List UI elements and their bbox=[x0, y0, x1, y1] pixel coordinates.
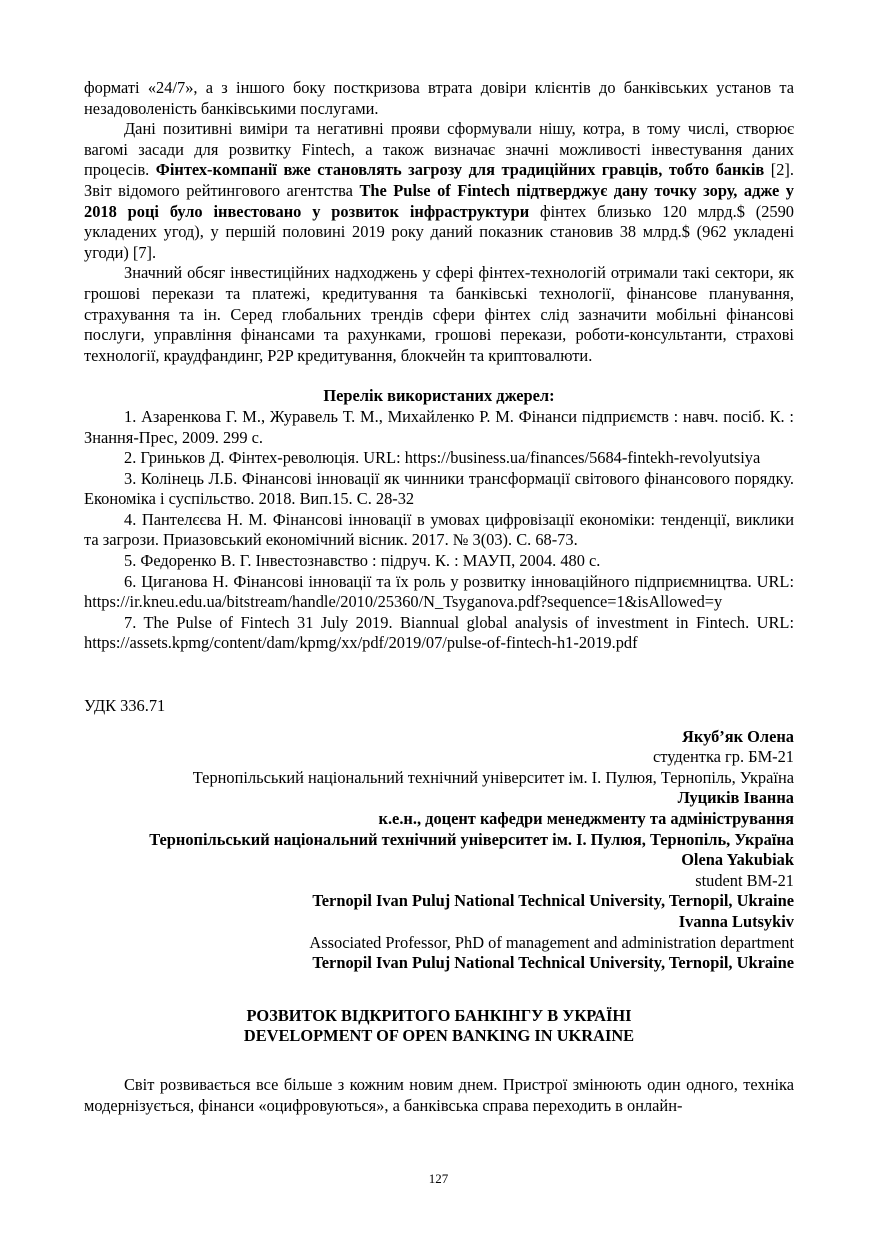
author-name-en-1: Olena Yakubiak bbox=[681, 850, 794, 870]
article-title bbox=[84, 1006, 794, 1047]
intro-paragraph-3: Значний обсяг інвестиційних надходжень у сфері фінтех-технологій отримали такі сектори, як грошові перекази та платежі, кредитування та банківські технології, фінансове планування, страхування та ін. Серед глобальних трендів сфери фінтех слід зазначити мобільні фінансові послуги, управління фінансами та рахунками, грошові перекази, роботи-консультанти, страхові технології, краудфандинг, P2P кредитування, блокчейн та криптовалюти. bbox=[84, 263, 794, 365]
reference-item: 2. Гриньков Д. Фінтех-революція. URL: https://business.ua/finances/5684-fintekh-revolyutsiya bbox=[124, 448, 761, 468]
article-title-uk: РОЗВИТОК ВІДКРИТОГО БАНКІНГУ В УКРАЇНІ bbox=[246, 1005, 632, 1025]
article-title-en: DEVELOPMENT OF OPEN BANKING IN UKRAINE bbox=[243, 1026, 635, 1046]
intro-paragraph-2 bbox=[84, 119, 794, 263]
author-position-en-2: Associated Professor, PhD of management and administration department bbox=[309, 932, 794, 952]
udk-code: УДК 336.71 bbox=[84, 696, 166, 716]
page-number: 127 bbox=[428, 1171, 449, 1186]
author-affiliation-en-2: Ternopil Ivan Puluj National Technical University, Ternopil, Ukraine bbox=[312, 953, 794, 973]
references-list bbox=[84, 407, 794, 654]
reference-item: 7. The Pulse of Fintech 31 July 2019. Biannual global analysis of investment in Fintech. URL: https://assets.kpmg/content/dam/kpmg/xx/pdf/2019/07/pulse-of-fintech-h1-2019.pdf bbox=[84, 612, 794, 653]
reference-item: 4. Пантелєєва Н. М. Фінансові інновації в умовах цифровізації економіки: тенденції, виклики та загрози. Приазовський економічний вісник. 2017. № 3(03). С. 68-73. bbox=[84, 509, 794, 550]
reference-item: 6. Циганова Н. Фінансові інновації та їх роль у розвитку інноваційного підприємництва. URL: https://ir.kneu.edu.ua/bitstream/handle/2010/25360/N_Tsyganova.pdf?sequence=1&isAllowed=y bbox=[84, 571, 794, 612]
intro-paragraph-2-bold-b: The Pulse of Fintech підтверджує дану точку зору, адже у 2018 році було інвестовано у розвиток інфраструктури bbox=[84, 180, 795, 221]
document-page bbox=[84, 78, 794, 1116]
intro-paragraph-2-text-e: фінтех близько 120 млрд.$ (2590 укладених угод), у першій половині 2019 року даний показник становив 38 млрд.$ (962 укладені угоди) [7]. bbox=[84, 201, 795, 262]
author-position-uk-1: студентка гр. БМ-21 bbox=[653, 747, 794, 767]
author-affiliation-uk-2: Тернопільський національний технічний університет ім. І. Пулюя, Тернопіль, Україна bbox=[149, 829, 794, 849]
intro-paragraph-1: форматі «24/7», а з іншого боку посткризова втрата довіри клієнтів до банківських установ та незадоволеність банківськими послугами. bbox=[84, 78, 794, 118]
reference-item: 1. Азаренкова Г. М., Журавель Т. М., Михайленко Р. М. Фінанси підприємств : навч. посіб. К. : Знання-Прес, 2009. 299 с. bbox=[84, 406, 794, 447]
author-name-uk-1: Якуб’як Олена bbox=[682, 726, 794, 746]
reference-item: 3. Колінець Л.Б. Фінансові інновації як чинники трансформації світового фінансового порядку. Економіка і суспільство. 2018. Вип.15. С. 28-32 bbox=[84, 468, 794, 509]
author-name-uk-2: Луциків Іванна bbox=[677, 788, 794, 808]
article-body-paragraph: Світ розвивається все більше з кожним новим днем. Пристрої змінюють один одного, техніка модернізується, фінанси «оцифровуються», а банківська справа переходить в онлайн- bbox=[84, 1074, 794, 1115]
reference-item: 5. Федоренко В. Г. Інвестознавство : підруч. К. : МАУП, 2004. 480 с. bbox=[124, 551, 601, 571]
author-position-uk-2: к.е.н., доцент кафедри менеджменту та адміністрування bbox=[378, 809, 794, 828]
author-affiliation-uk-1: Тернопільський національний технічний університет ім. І. Пулюя, Тернопіль, Україна bbox=[192, 767, 794, 787]
intro-paragraph-2-text-a: Дані позитивні виміри та негативні прояви сформували нішу, котра, в тому числі, створює вагомі засади для розвитку Fintech, а також визначає значні можливості інвестування даних процесів. bbox=[84, 119, 794, 180]
author-position-en-1: student BM-21 bbox=[695, 870, 794, 890]
author-name-en-2: Ivanna Lutsykiv bbox=[678, 911, 794, 931]
author-block bbox=[84, 727, 794, 974]
intro-paragraph-2-text-c: [2]. Звіт відомого рейтингового агентства bbox=[84, 160, 794, 200]
references-heading: Перелік використаних джерел: bbox=[323, 386, 555, 406]
author-affiliation-en-1: Ternopil Ivan Puluj National Technical University, Ternopil, Ukraine bbox=[312, 891, 794, 911]
intro-paragraph-2-bold-a: Фінтех-компанії вже становлять загрозу для традиційних гравців, тобто банків bbox=[155, 160, 765, 180]
